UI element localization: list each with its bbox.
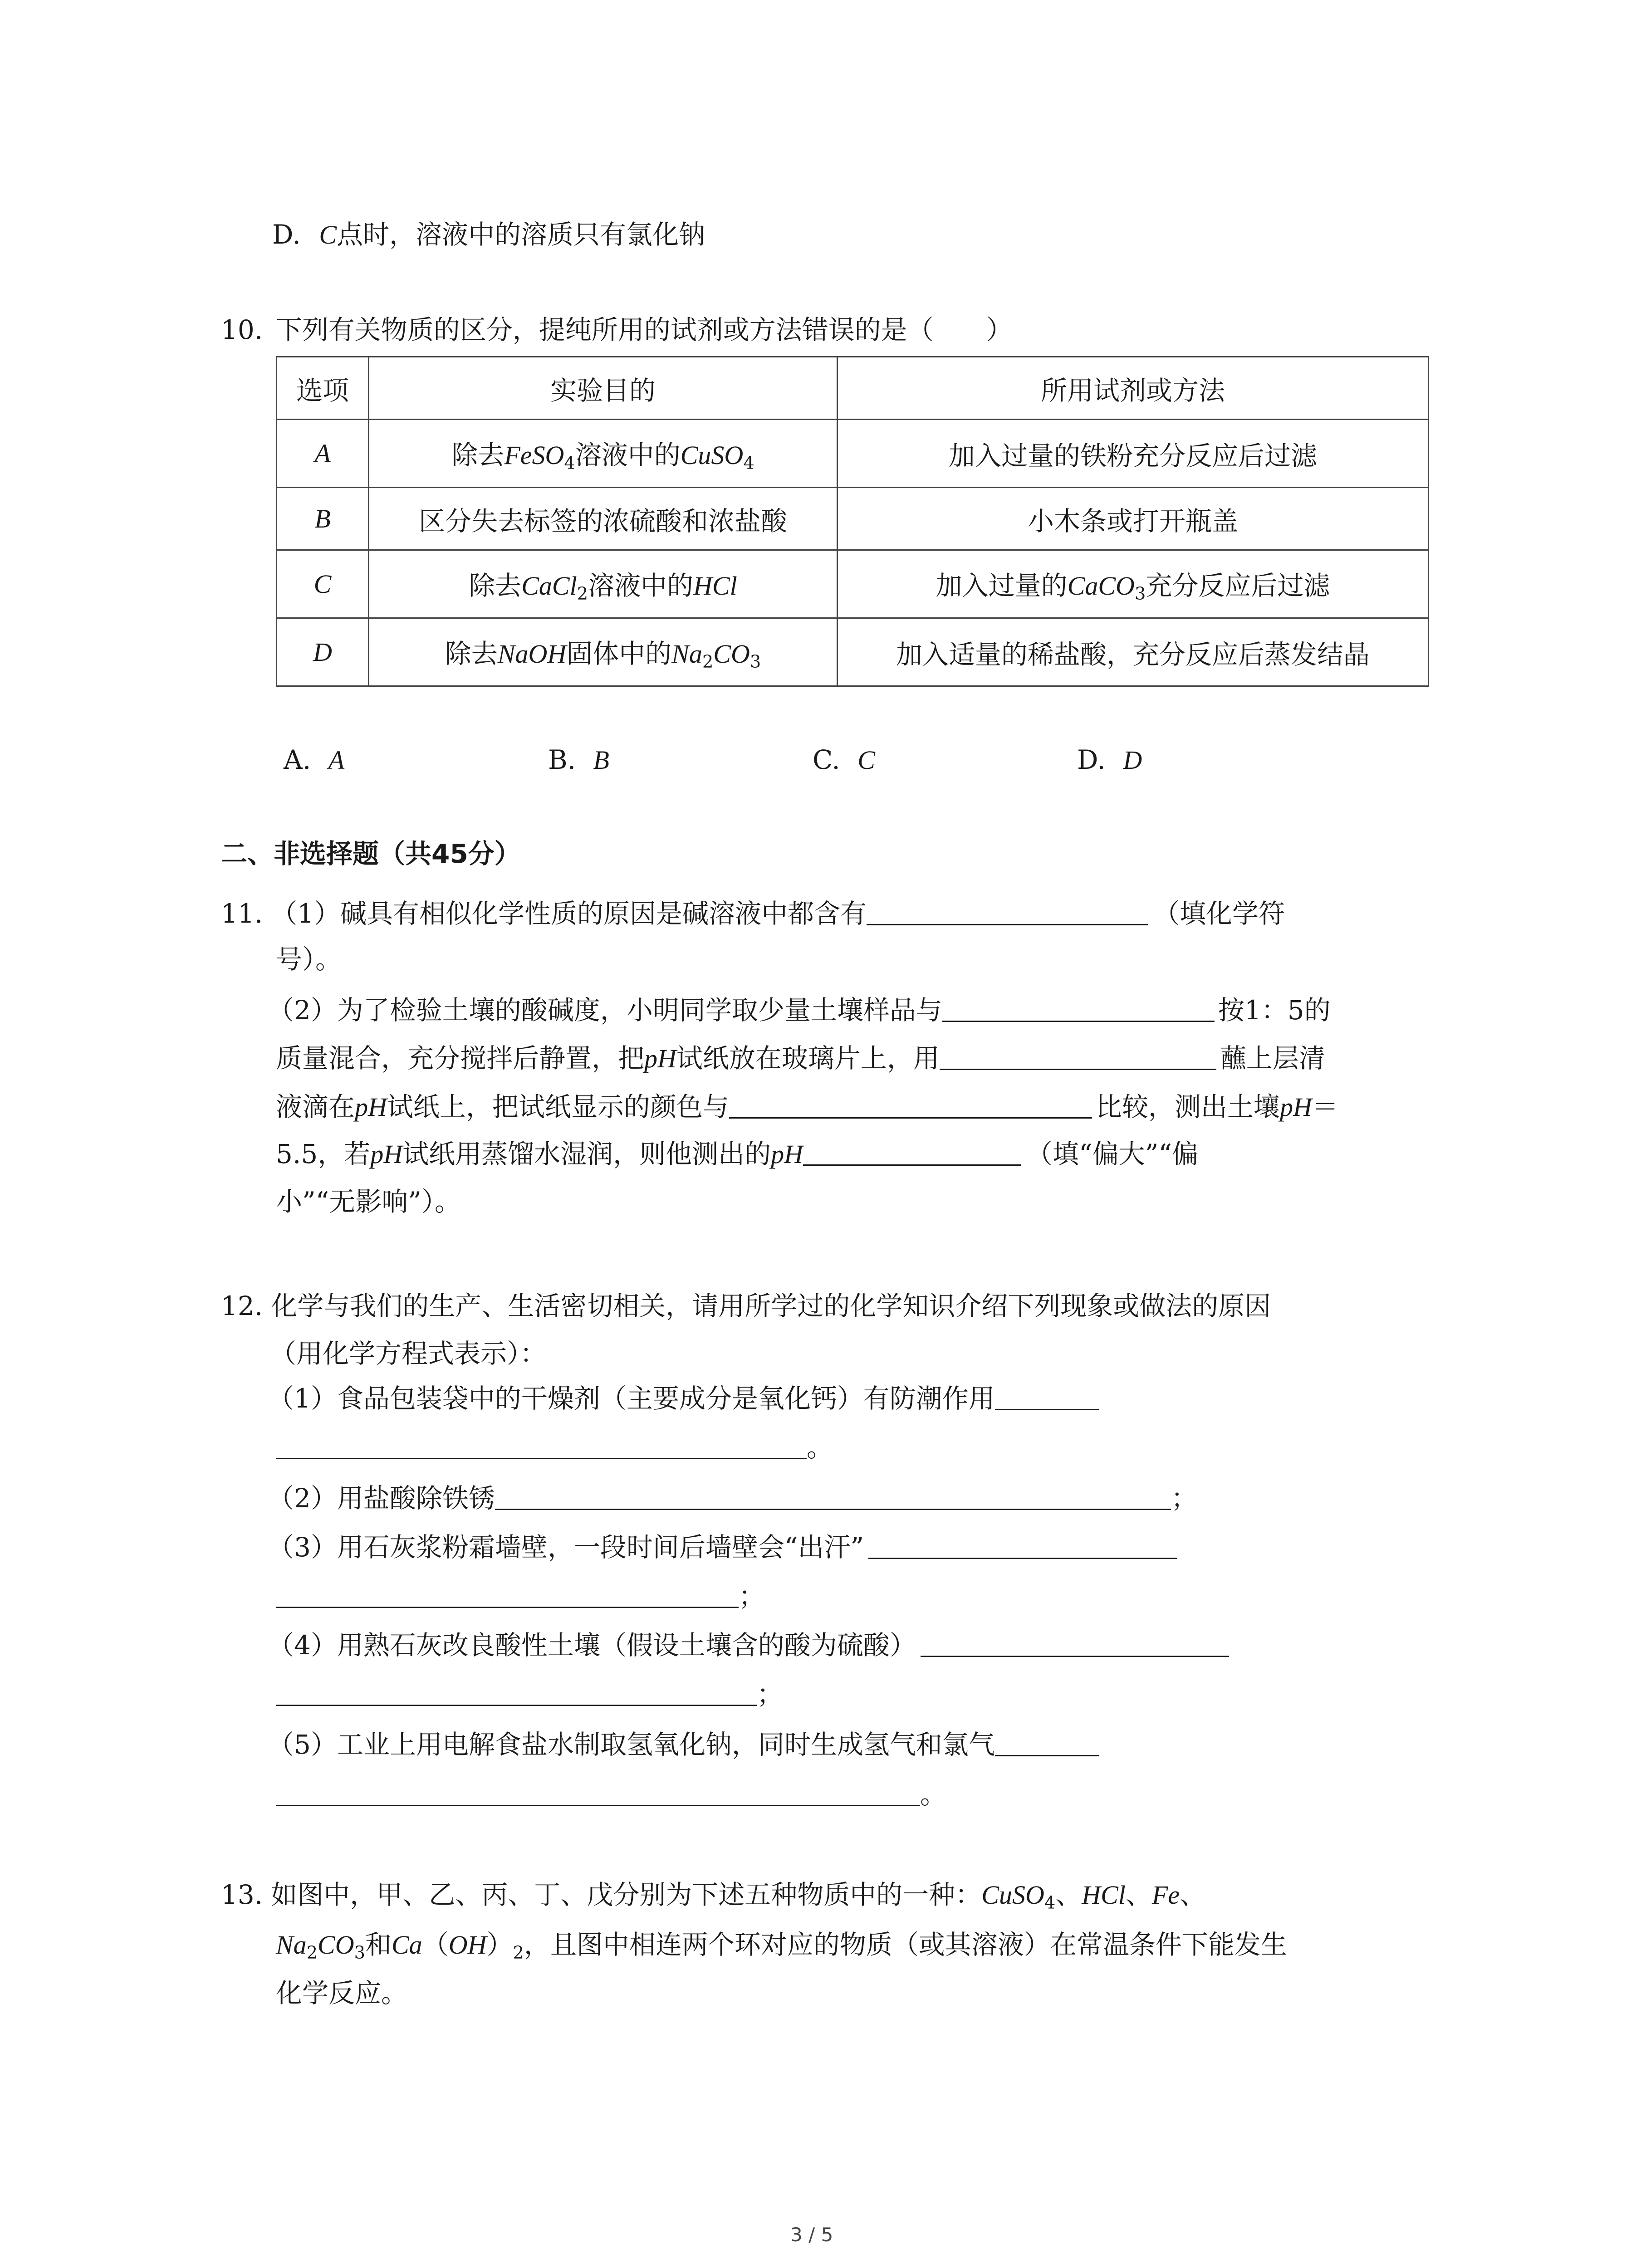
- q11-line-6: 5.5，若pH试纸用蒸馏水湿润，则他测出的pH （填“偏大”“偏: [276, 1139, 1199, 1169]
- row-method: 小木条或打开瓶盖: [838, 488, 1429, 550]
- table-row: [277, 550, 1429, 618]
- section-title: 二、非选择题（共45分）: [221, 838, 521, 869]
- row-option: B: [277, 488, 369, 550]
- q13-line-2: $Na_2CO_3$和$Ca(OH)_2$，且图中相连两个环对应的物质（或其溶液）在常温条件下能发生: [276, 1929, 1287, 1963]
- q12-part-4: （4）用熟石灰改良酸性土壤（假设土壤含的酸为硫酸）: [268, 1631, 1229, 1658]
- answer-blank[interactable]: [276, 1582, 739, 1608]
- row-option: C: [277, 550, 369, 618]
- answer-blank[interactable]: [803, 1140, 1021, 1166]
- q13-line-3: 化学反应。: [276, 1978, 408, 2009]
- answer-blank[interactable]: [940, 1044, 1216, 1070]
- answer-blank[interactable]: [495, 1484, 1171, 1510]
- row-goal: 区分失去标签的浓硫酸和浓盐酸: [369, 488, 838, 550]
- q12-part-1: （1）食品包装袋中的干燥剂（主要成分是氧化钙）有防潮作用: [268, 1384, 1099, 1412]
- q9-option-d: [272, 221, 705, 248]
- q10-option-a: A. A: [284, 744, 345, 775]
- answer-blank[interactable]: [995, 1384, 1099, 1410]
- q11-line-4: 质量混合，充分搅拌后静置，把pH试纸放在玻璃片上，用 蘸上层清: [276, 1043, 1325, 1074]
- table-header-row: [277, 357, 1429, 420]
- table-row: [277, 618, 1429, 686]
- q12-part-5-cont: 。: [276, 1780, 946, 1808]
- answer-blank[interactable]: [995, 1730, 1099, 1756]
- answer-blank[interactable]: [942, 996, 1215, 1022]
- answer-blank[interactable]: [729, 1093, 1092, 1119]
- option-letter: D.: [272, 219, 301, 250]
- q12-part-4-cont: ；: [276, 1680, 783, 1707]
- row-method: 加入过量的铁粉充分反应后过滤: [838, 420, 1429, 488]
- q12-part-1-cont: 。: [276, 1433, 833, 1461]
- row-method: 加入过量的CaCO$_3$充分反应后过滤: [838, 550, 1429, 618]
- q12-part-2: （2）用盐酸除铁锈 ；: [268, 1483, 1197, 1514]
- q12-part-3: （3）用石灰浆粉霜墙壁，一段时间后墙壁会“出汗”: [268, 1533, 1177, 1560]
- q12-line-2: （用化学方程式表示）：: [270, 1338, 547, 1369]
- header-goal: 实验目的: [369, 357, 838, 420]
- question-number: 10.: [221, 314, 263, 345]
- q10-stem: [221, 314, 1013, 345]
- header-method: 所用试剂或方法: [838, 357, 1429, 420]
- q13-line-1: 13. 如图中，甲、乙、丙、丁、戊分别为下述五种物质中的一种：CuSO$_4$、HCl、Fe、: [221, 1879, 1206, 1913]
- q11-line-5: 液滴在pH试纸上，把试纸显示的颜色与 比较，测出土壤pH＝: [276, 1091, 1338, 1122]
- row-goal: 除去CaCl$_2$溶液中的HCl: [369, 550, 838, 618]
- q11-line-3: （2）为了检验土壤的酸碱度，小明同学取少量土壤样品与 按1：5的: [268, 995, 1331, 1026]
- q11-line-2: 号）。: [276, 944, 342, 975]
- question-number: 13.: [221, 1879, 263, 1910]
- answer-blank[interactable]: [867, 899, 1148, 925]
- answer-blank[interactable]: [276, 1433, 807, 1459]
- table-row: [277, 488, 1429, 550]
- q11-line-1: 11. （1）碱具有相似化学性质的原因是碱溶液中都含有 （填化学符: [221, 898, 1285, 929]
- q12-part-3-cont: ；: [276, 1582, 765, 1609]
- row-option: D: [277, 618, 369, 686]
- q12-part-5: （5）工业上用电解食盐水制取氢氧化钠，同时生成氢气和氯气: [268, 1730, 1099, 1758]
- question-number: 12.: [221, 1290, 263, 1321]
- page-number: 3 / 5: [790, 2224, 833, 2246]
- option-text: 点时，溶液中的溶质只有氯化钠: [337, 219, 705, 250]
- question-number: 11.: [221, 898, 263, 929]
- option-var: C: [319, 220, 337, 249]
- row-goal: 除去NaOH固体中的$Na_2CO_3$: [369, 618, 838, 686]
- answer-blank[interactable]: [921, 1631, 1229, 1657]
- answer-blank[interactable]: [276, 1680, 757, 1706]
- row-option: A: [277, 420, 369, 488]
- q10-option-d: D. D: [1077, 744, 1142, 775]
- answer-blank[interactable]: [868, 1533, 1177, 1559]
- table-row: [277, 420, 1429, 488]
- q10-option-c: C. C: [813, 744, 875, 775]
- header-option: 选项: [277, 357, 369, 420]
- q11-line-7: 小”“无影响”）。: [276, 1186, 461, 1217]
- question-text: 下列有关物质的区分，提纯所用的试剂或方法错误的是（ ）: [275, 314, 1013, 345]
- row-goal: 除去FeSO$_4$溶液中的CuSO$_4$: [369, 420, 838, 488]
- answer-blank[interactable]: [276, 1780, 920, 1806]
- q10-table: [276, 356, 1429, 687]
- row-method: 加入适量的稀盐酸，充分反应后蒸发结晶: [838, 618, 1429, 686]
- q10-option-b: B. B: [548, 744, 609, 775]
- q12-line-1: 12. 化学与我们的生产、生活密切相关，请用所学过的化学知识介绍下列现象或做法的原因: [221, 1290, 1271, 1321]
